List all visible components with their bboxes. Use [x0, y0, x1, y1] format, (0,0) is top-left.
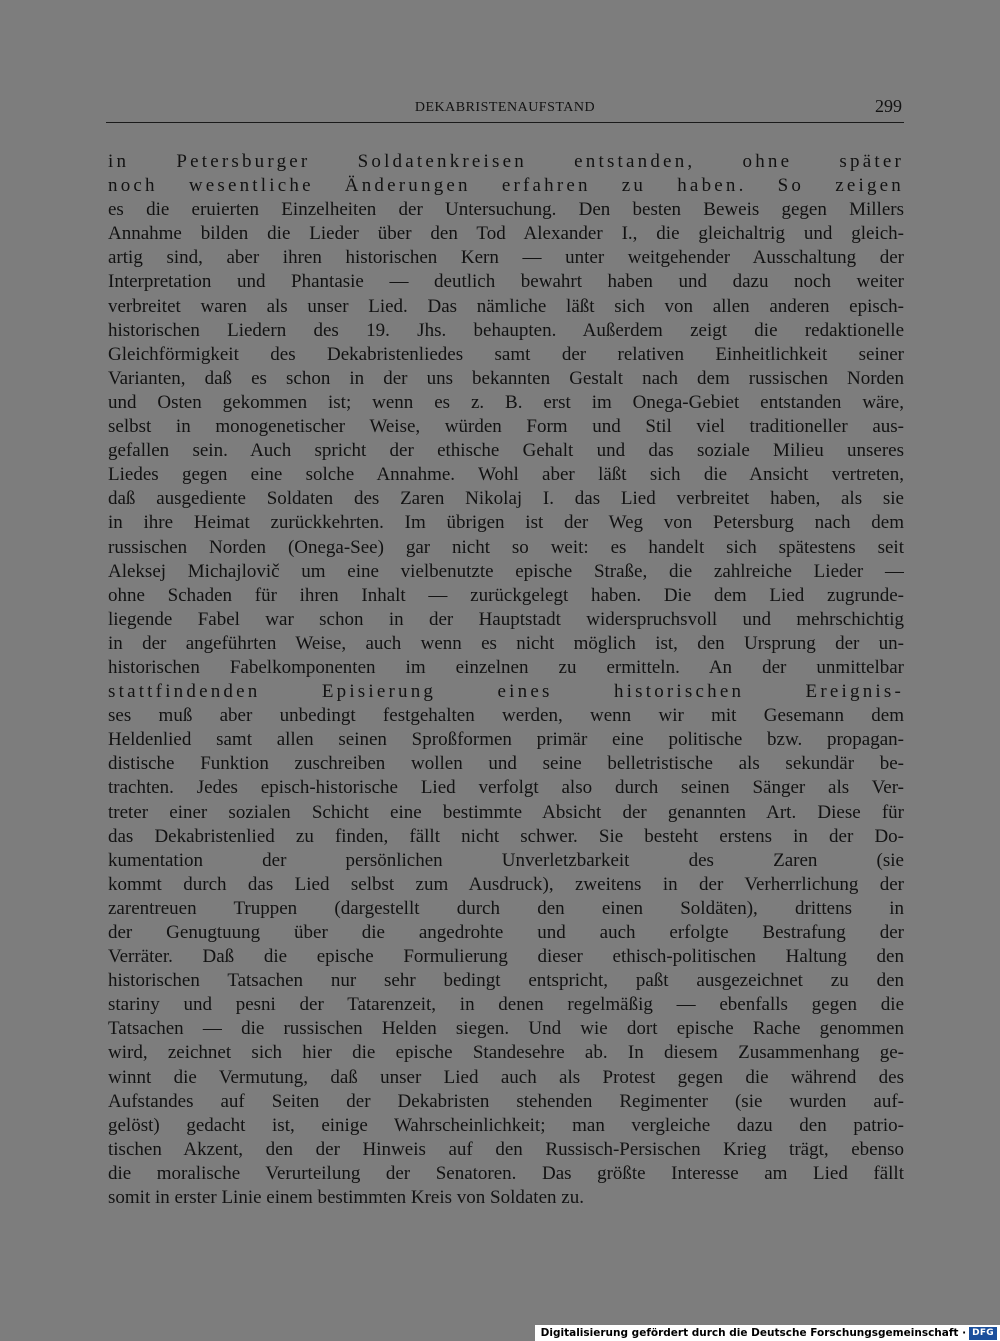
credit-text: Digitalisierung gefördert durch die Deutsche Forschungsgemeinschaft · [540, 1327, 967, 1339]
text-line: Aufstandes auf Seiten der Dekabristen stehenden Regimenter (sie wurden auf- [108, 1090, 904, 1112]
text-line: wird, zeichnet sich hier die epische Standesehre ab. In diesem Zusammenhang ge- [108, 1042, 904, 1064]
text-line: die moralische Verurteilung der Senatoren. Das größte Interesse am Lied fällt [108, 1162, 904, 1184]
text-line: selbst in monogenetischer Weise, würden Form und Stil viel traditioneller aus- [108, 416, 904, 438]
text-line: daß ausgediente Soldaten des Zaren Nikolaj I. das Lied verbreitet haben, als sie [108, 488, 904, 510]
text-line: historischen Tatsachen nur sehr bedingt entspricht, paßt ausgezeichnet zu den [108, 970, 904, 992]
text-line: in Petersburger Soldatenkreisen entstanden, ohne später [108, 151, 904, 172]
text-line: Varianten, daß es schon in der uns bekannten Gestalt nach dem russischen Norden [108, 367, 904, 389]
text-line: kommt durch das Lied selbst zum Ausdruck), zweitens in der Verherrlichung der [108, 873, 904, 895]
text-line: winnt die Vermutung, daß unser Lied auch als Protest gegen die während des [108, 1066, 904, 1088]
text-line: historischen Fabelkomponenten im einzelnen zu ermitteln. An der unmittelbar [108, 656, 904, 678]
text-line: Tatsachen — die russischen Helden siegen. Und wie dort epische Rache genommen [108, 1018, 904, 1040]
text-line: Heldenlied samt allen seinen Sproßformen primär eine politische bzw. propagan- [108, 729, 904, 751]
text-line: artig sind, aber ihren historischen Kern — unter weitgehender Ausschaltung der [108, 247, 904, 269]
text-line: stattfindenden Episierung eines historischen Ereignis- [108, 681, 904, 703]
text-line: russischen Norden (Onega-See) gar nicht so weit: es handelt sich spätestens seit [108, 536, 904, 558]
text-line: Annahme bilden die Lieder über den Tod Alexander I., die gleichaltrig und gleich- [108, 223, 904, 245]
text-line: in ihre Heimat zurückkehrten. Im übrigen ist der Weg von Petersburg nach dem [108, 512, 904, 534]
text-line: noch wesentliche Änderungen erfahren zu haben. So zeigen [108, 175, 904, 197]
text-line: das Dekabristenlied zu finden, fällt nicht schwer. Sie besteht erstens in der Do- [108, 825, 904, 847]
text-line: Verräter. Daß die epische Formulierung dieser ethisch-politischen Haltung den [108, 946, 904, 968]
dfg-logo: DFG [969, 1327, 997, 1340]
text-line: liegende Fabel war schon in der Hauptstadt widerspruchsvoll und mehrschichtig [108, 608, 904, 630]
text-line: verbreitet waren als unser Lied. Das nämliche läßt sich von allen anderen episch- [108, 295, 904, 317]
body-text [108, 150, 904, 1210]
text-line: in der angeführten Weise, auch wenn es nicht möglich ist, den Ursprung der un- [108, 632, 904, 654]
text-line: distische Funktion zuschreiben wollen und seine belletristische als sekundär be- [108, 753, 904, 775]
text-line: zarentreuen Truppen (dargestellt durch den einen Soldäten), drittens in [108, 897, 904, 919]
text-line: Interpretation und Phantasie — deutlich bewahrt haben und dazu noch weiter [108, 271, 904, 293]
text-line: gelöst) gedacht ist, einige Wahrscheinlichkeit; man vergleiche dazu den patrio- [108, 1114, 904, 1136]
digitization-credit [535, 1325, 1000, 1341]
text-line: tischen Akzent, den der Hinweis auf den Russisch-Persischen Krieg trägt, ebenso [108, 1138, 904, 1160]
running-title: DEKABRISTENAUFSTAND [414, 100, 596, 115]
text-line: stariny und pesni der Tatarenzeit, in denen regelmäßig — ebenfalls gegen die [108, 994, 904, 1016]
text-line: treter einer sozialen Schicht eine bestimmte Absicht der genannten Art. Diese für [108, 801, 904, 823]
text-line: kumentation der persönlichen Unverletzbarkeit des Zaren (sie [108, 849, 904, 871]
text-line: ohne Schaden für ihren Inhalt — zurückgelegt haben. Die dem Lied zugrunde- [108, 584, 904, 606]
text-line: Liedes gegen eine solche Annahme. Wohl aber läßt sich die Ansicht vertreten, [108, 464, 904, 486]
text-line-last: somit in erster Linie einem bestimmten Kreis von Soldaten zu. [108, 1187, 584, 1209]
text-line: der Genugtuung über die angedrohte und auch erfolgte Bestrafung der [108, 922, 904, 943]
running-head [106, 96, 904, 123]
text-line: Aleksej Michajlovič um eine vielbenutzte epische Straße, die zahlreiche Lieder — [108, 560, 904, 582]
text-line: Gleichförmigkeit des Dekabristenliedes samt der relativen Einheitlichkeit seiner [108, 343, 904, 365]
text-line: trachten. Jedes episch-historische Lied verfolgt also durch seinen Sänger als Ver- [108, 777, 904, 799]
text-line: und Osten gekommen ist; wenn es z. B. erst im Onega-Gebiet entstanden wäre, [108, 391, 904, 413]
text-line: historischen Liedern des 19. Jhs. behaupten. Außerdem zeigt die redaktionelle [108, 319, 904, 341]
page-number: 299 [875, 96, 902, 116]
text-line: gefallen sein. Auch spricht der ethische Gehalt und das soziale Milieu unseres [108, 440, 904, 462]
text-line: ses muß aber unbedingt festgehalten werden, wenn wir mit Gesemann dem [108, 705, 904, 727]
text-line: es die eruierten Einzelheiten der Untersuchung. Den besten Beweis gegen Millers [108, 199, 904, 221]
